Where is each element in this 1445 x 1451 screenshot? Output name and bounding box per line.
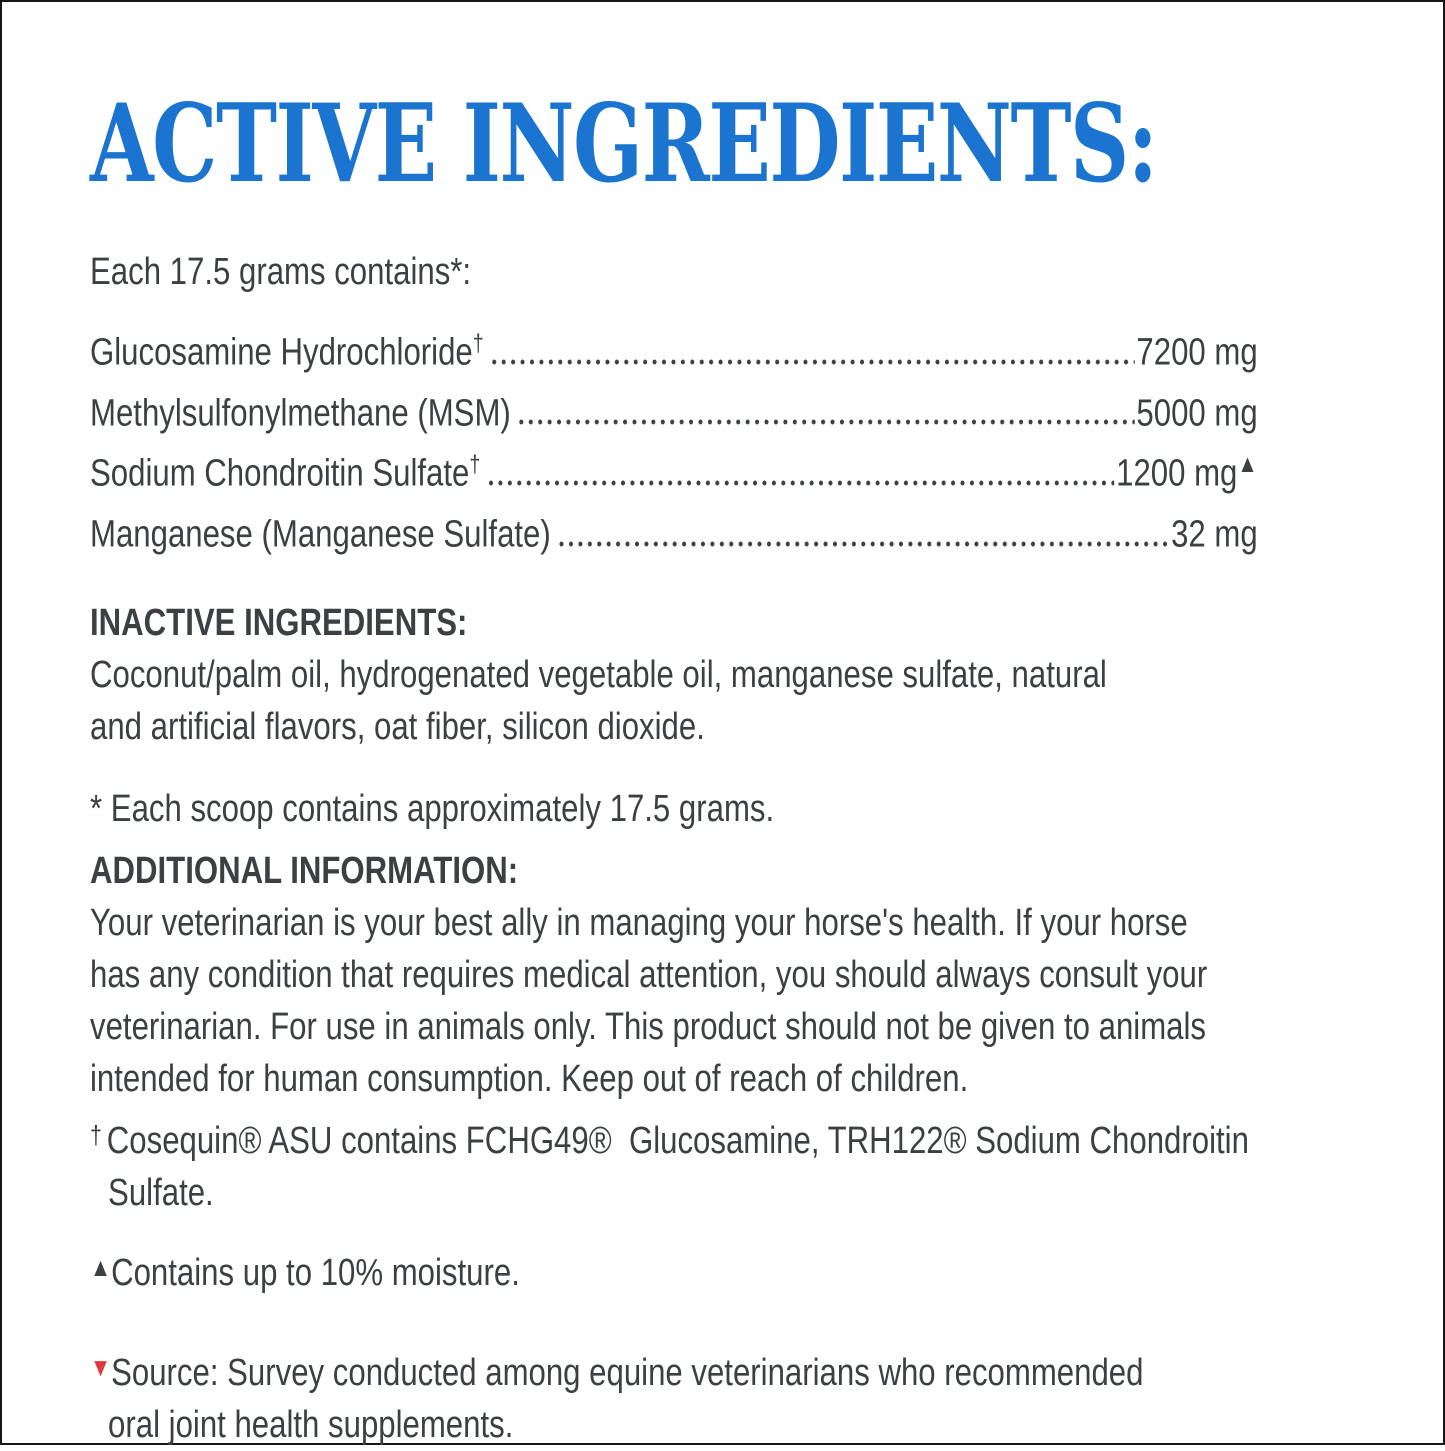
ingredient-name-text: Manganese (Manganese Sulfate)	[90, 513, 551, 556]
active-ingredients-table	[90, 318, 1258, 561]
dagger-marker: †	[469, 451, 481, 479]
ingredient-row	[90, 439, 1258, 500]
dagger-footnote-text: Cosequin® ASU contains FCHG49® Glucosamine, TRH122® Sodium Chondroitin	[106, 1119, 1249, 1162]
label-panel	[2, 81, 1443, 1451]
additional-information-text-line: veterinarian. For use in animals only. This product should not be given to animals	[90, 1005, 1207, 1048]
page-title: ACTIVE INGREDIENTS:	[90, 81, 1157, 207]
dot-leader	[519, 419, 1135, 425]
source-footnote-line: oral joint health supplements.	[108, 1403, 514, 1446]
down-triangle-marker-icon: ▼	[90, 1351, 112, 1382]
dot-leader	[492, 359, 1135, 365]
ingredient-value-text: 7200 mg	[1136, 331, 1258, 374]
ingredient-name-text: Methylsulfonylmethane (MSM)	[90, 392, 511, 435]
dot-leader	[488, 480, 1114, 486]
label-body	[90, 246, 1290, 1451]
moisture-footnote-line	[90, 1241, 1290, 1299]
dagger-marker: †	[90, 1119, 102, 1150]
ingredient-row	[90, 379, 1258, 440]
ingredient-value-text: 32 mg	[1171, 513, 1258, 556]
ingredient-name	[90, 318, 484, 379]
ingredient-name-text: Sodium Chondroitin Sulfate	[90, 452, 470, 495]
ingredient-value	[1136, 318, 1257, 379]
up-triangle-marker-icon: ▲	[90, 1251, 112, 1282]
moisture-footnote-text: Contains up to 10% moisture.	[111, 1251, 520, 1294]
additional-information-heading: ADDITIONAL INFORMATION:	[90, 849, 519, 892]
dagger-footnote-line: Sulfate.	[108, 1171, 214, 1214]
inactive-ingredients-text-line: and artificial flavors, oat fiber, silicon dioxide.	[90, 705, 705, 748]
additional-information-text-line: Your veterinarian is your best ally in managing your horse's health. If your horse	[90, 901, 1188, 944]
inactive-ingredients-heading: INACTIVE INGREDIENTS:	[90, 601, 468, 644]
ingredient-name	[90, 500, 551, 561]
additional-information-text-line: intended for human consumption. Keep out of reach of children.	[90, 1057, 969, 1100]
ingredient-name	[90, 379, 511, 440]
ingredient-value	[1136, 379, 1257, 440]
ingredient-value	[1171, 500, 1258, 561]
ingredient-row	[90, 318, 1258, 379]
dagger-marker: †	[472, 330, 484, 357]
additional-information-paragraph	[90, 897, 1290, 1105]
serving-size-line: Each 17.5 grams contains*:	[90, 251, 472, 293]
ingredient-value	[1116, 439, 1258, 500]
dagger-footnote	[90, 1109, 1290, 1219]
source-footnote-text: Source: Survey conducted among equine veterinarians who recommended	[111, 1351, 1144, 1394]
additional-information-text-line: has any condition that requires medical attention, you should always consult your	[90, 953, 1208, 996]
ingredient-value-text: 5000 mg	[1136, 392, 1258, 435]
ingredient-name-text: Glucosamine Hydrochloride	[90, 331, 473, 374]
source-footnote	[90, 1341, 1290, 1451]
scoop-footnote: * Each scoop contains approximately 17.5 grams.	[90, 787, 775, 830]
moisture-footnote	[90, 1241, 1290, 1299]
ingredient-row	[90, 500, 1258, 561]
dagger-footnote-line	[90, 1109, 1290, 1167]
ingredient-value-text: 1200 mg	[1116, 452, 1238, 495]
inactive-ingredients-text-line: Coconut/palm oil, hydrogenated vegetable oil, manganese sulfate, natural	[90, 653, 1107, 696]
dot-leader	[559, 541, 1169, 547]
up-triangle-marker-icon: ▲	[1237, 450, 1258, 479]
inactive-ingredients-paragraph	[90, 649, 1290, 753]
source-footnote-line	[90, 1341, 1290, 1399]
ingredient-name	[90, 439, 480, 500]
